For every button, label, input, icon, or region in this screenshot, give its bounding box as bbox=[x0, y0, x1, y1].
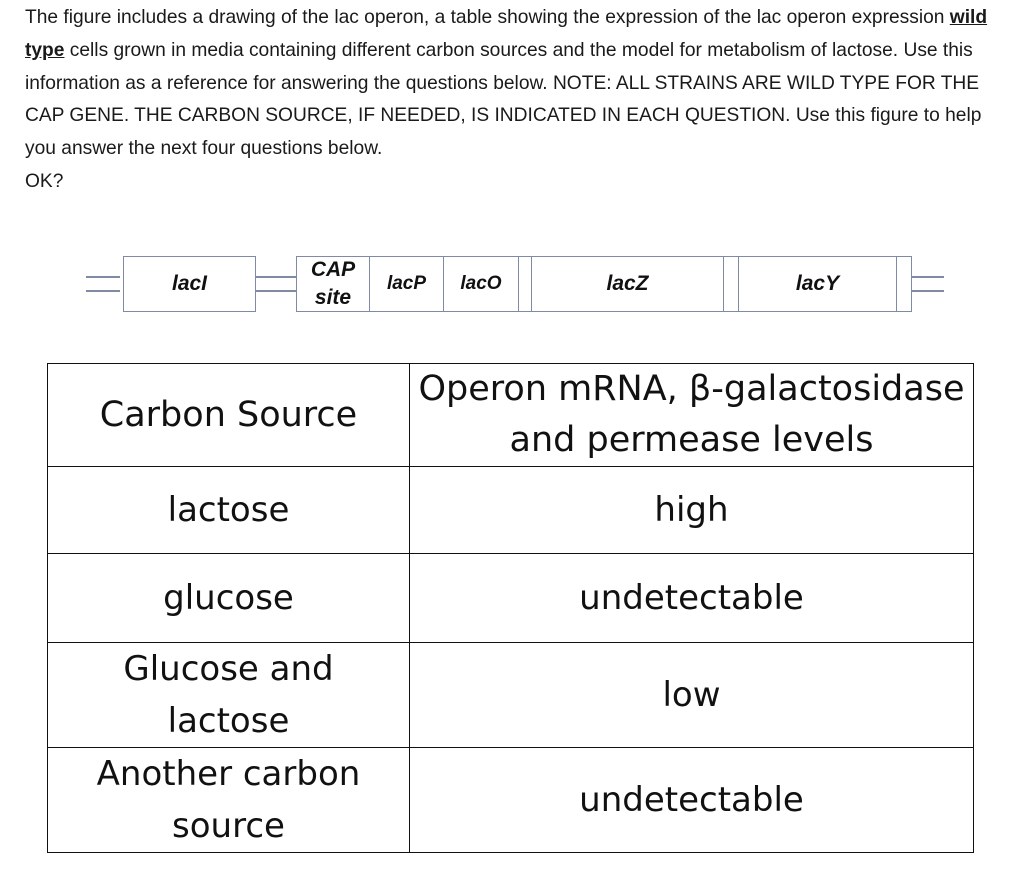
cell-carbon-source bbox=[48, 748, 410, 853]
gene-cap-site bbox=[296, 256, 370, 312]
cell-expression-level: undetectable bbox=[410, 554, 974, 643]
gene-cap-label-line1: CAP bbox=[310, 258, 356, 281]
intro-text-part2: cells grown in media containing different carbon sources and the model for metabolism of lactose. Use this information as a reference for answering the questions below. NOTE: ALL STRAINS ARE WILD TYPE FOR THE CAP GENE. THE CARBON SOURCE, IF NEEDED, IS INDICATED IN EACH QUESTION. Use this figure to help you answer the next four questions below. bbox=[25, 39, 982, 160]
table-row bbox=[48, 467, 974, 554]
header-carbon-source: Carbon Source bbox=[48, 364, 410, 467]
dna-right-end-bar-bottom bbox=[912, 290, 944, 292]
dna-left-end-bar-top bbox=[86, 276, 120, 278]
header-expression-levels bbox=[410, 364, 974, 467]
gene-lacp-label: lacP bbox=[386, 273, 427, 294]
spacer-box-3 bbox=[896, 256, 912, 312]
intro-closing: OK? bbox=[25, 170, 64, 192]
header-levels-line2: and permease levels bbox=[509, 420, 874, 460]
spacer-box-2 bbox=[723, 256, 739, 312]
cell-source-line2: lactose bbox=[167, 701, 290, 741]
cell-expression-level: undetectable bbox=[410, 748, 974, 853]
table-row bbox=[48, 748, 974, 853]
gene-laci-label: lacI bbox=[171, 272, 208, 295]
intro-text-part1: The figure includes a drawing of the lac operon, a table showing the expression of the lac operon expression bbox=[25, 7, 950, 28]
cell-source-line1: Glucose and bbox=[123, 649, 334, 689]
gene-laco bbox=[443, 256, 519, 312]
table-row bbox=[48, 643, 974, 748]
gene-lacy bbox=[738, 256, 897, 312]
cell-carbon-source: glucose bbox=[48, 554, 410, 643]
table-row bbox=[48, 554, 974, 643]
intro-emphasis-wild-type: wild type bbox=[25, 7, 988, 61]
cell-source-line1: Another carbon bbox=[96, 754, 361, 794]
dna-linker-bottom bbox=[256, 290, 296, 292]
cell-carbon-source bbox=[48, 643, 410, 748]
gene-lacp bbox=[369, 256, 444, 312]
gene-lacz bbox=[531, 256, 724, 312]
cell-source-line2: source bbox=[172, 806, 285, 846]
gene-laco-label: lacO bbox=[460, 273, 502, 294]
gene-lacz-label: lacZ bbox=[606, 272, 649, 295]
cell-expression-level: high bbox=[410, 467, 974, 554]
cell-carbon-source: lactose bbox=[48, 467, 410, 554]
header-levels-line1: Operon mRNA, β-galactosidase bbox=[418, 369, 965, 409]
dna-left-end-bar-bottom bbox=[86, 290, 120, 292]
expression-table bbox=[47, 363, 974, 853]
dna-linker-top bbox=[256, 276, 296, 278]
intro-paragraph bbox=[25, 2, 1000, 199]
gene-lacy-label: lacY bbox=[795, 272, 840, 295]
cell-expression-level: low bbox=[410, 643, 974, 748]
dna-right-end-bar-top bbox=[912, 276, 944, 278]
gene-cap-label-line2: site bbox=[314, 286, 352, 309]
spacer-box-1 bbox=[518, 256, 532, 312]
table-header-row bbox=[48, 364, 974, 467]
gene-laci bbox=[123, 256, 256, 312]
